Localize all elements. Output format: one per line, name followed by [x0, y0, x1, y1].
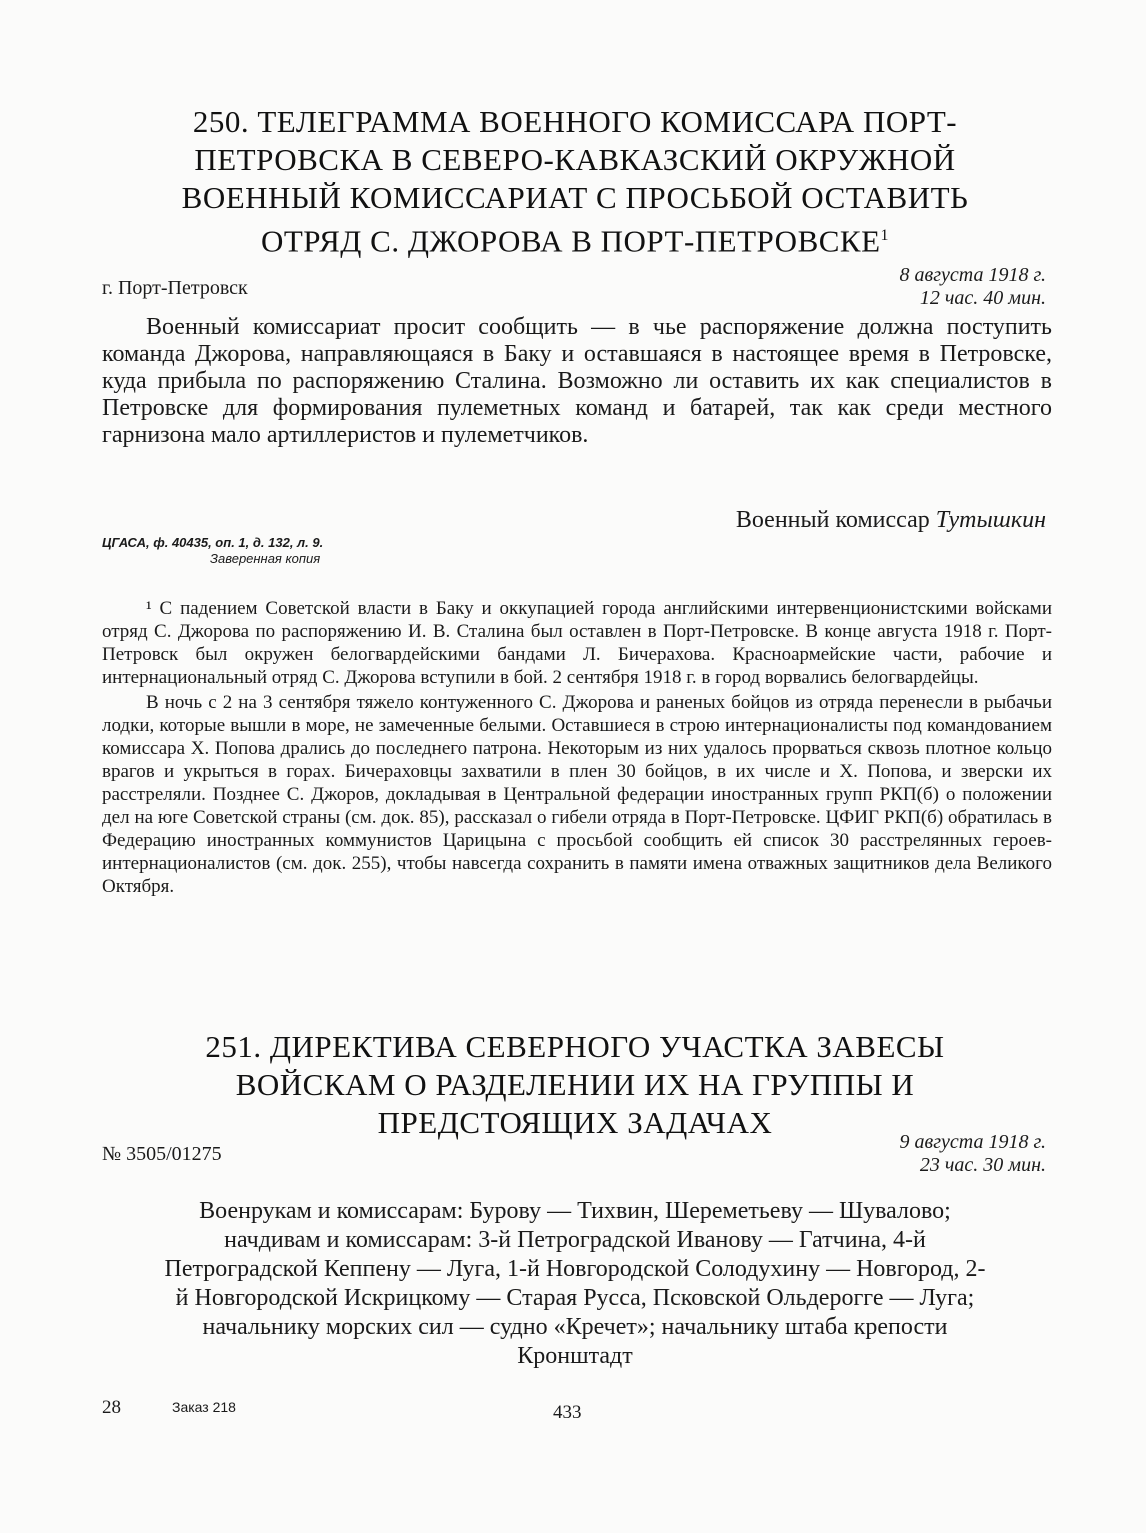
doc251-time: 23 час. 30 мин.: [919, 1154, 1046, 1176]
doc250-archive-ref: ЦГАСА, ф. 40435, оп. 1, д. 132, л. 9.: [102, 535, 324, 550]
doc251-address: Военрукам и комиссарам: Бурову — Тихвин, Шереметьеву — Шувалово; начдивам и комиссарам: 3-й Петроградской Иванову — Гатчина, 4-й Петроградской Кеппену — Луга, 1-й Новгородской Солодухину — Новгород, 2-й Новгородской Искрицкому — Старая Русса, Псковской Ольдерогге — Луга; начальнику морских сил — судно «Кречет»; начальнику штаба крепости Кронштадт: [164, 1198, 986, 1369]
doc250-signature-role: Военный комиссар: [735, 507, 930, 533]
doc250-signature-name: Тутышкин: [935, 507, 1046, 533]
doc250-date: 8 августа 1918 г.: [899, 264, 1046, 286]
doc250-footnote-ref: 1: [880, 227, 890, 244]
doc250-place: г. Порт-Петровск: [102, 277, 248, 299]
doc250-archive-note: Заверенная копия: [210, 551, 321, 566]
doc250-body-paragraph: Военный комиссариат просит сообщить — в чье распоряжение должна поступить команда Джорова, направляющаяся в Баку и оставшаяся в настоящее время в Петровске, куда прибыла по распоряжению Сталина. Возможно ли оставить их как специалистов в Петровске для формирования пулеметных команд и батарей, так как среди местного гарнизона мало артиллеристов и пулеметчиков.: [102, 314, 1052, 448]
sheet-number: 28: [102, 1397, 121, 1418]
doc251-datetime: [900, 1131, 1046, 1177]
doc250-title: 250. ТЕЛЕГРАММА ВОЕННОГО КОМИССАРА ПОРТ-ПЕТРОВСКА В СЕВЕРО-КАВКАЗСКИЙ ОКРУЖНОЙ ВОЕННЫЙ КОМИССАРИАТ С ПРОСЬБОЙ ОСТАВИТЬ ОТРЯД С. ДЖОРОВА В ПОРТ-ПЕТРОВСКЕ: [181, 104, 969, 259]
doc250-footnote: [102, 597, 1052, 900]
doc250-body: [102, 314, 1052, 449]
doc250-signature: [736, 507, 1046, 534]
doc250-datetime: [900, 264, 1046, 310]
doc251-number: № 3505/01275: [102, 1143, 222, 1165]
doc251-title: 251. ДИРЕКТИВА СЕВЕРНОГО УЧАСТКА ЗАВЕСЫ ВОЙСКАМ О РАЗДЕЛЕНИИ ИХ НА ГРУППЫ И ПРЕДСТОЯЩИХ ЗАДАЧАХ: [205, 1029, 945, 1140]
doc251-date: 9 августа 1918 г.: [899, 1131, 1046, 1153]
doc250-footnote-paragraph-2: В ночь с 2 на 3 сентября тяжело контуженного С. Джорова и раненых бойцов из отряда перенесли в рыбачьи лодки, которые вышли в море, не замеченные белыми. Оставшиеся в строю интернационалисты под командованием комиссара Х. Попова дрались до последнего патрона. Некоторым из них удалось прорваться сквозь плотное кольцо врагов и укрыться в горах. Бичераховцы захватили в плен 30 бойцов, в их числе и Х. Попова, и зверски их расстреляли. Позднее С. Джоров, докладывая в Центральной федерации иностранных групп РКП(б) о положении дел на юге Советской страны (см. док. 85), рассказал о гибели отряда в Порт-Петровске. ЦФИГ РКП(б) обратилась в Федерацию иностранных коммунистов Царицына с просьбой сообщить ей список 30 расстрелянных героев-интернационалистов (см. док. 255), чтобы навсегда сохранить в памяти имена отважных защитников дела Великого Октября.: [102, 692, 1052, 897]
doc250-time: 12 час. 40 мин.: [919, 287, 1046, 309]
page-number: 433: [553, 1402, 582, 1423]
doc250-footnote-paragraph-1: ¹ С падением Советской власти в Баку и оккупацией города английскими интервенционистскими войсками отряд С. Джорова по распоряжению И. В. Сталина был оставлен в Порт-Петровске. В конце августа 1918 г. Порт-Петровск был окружен белогвардейскими бандами Л. Бичерахова. Красноармейские части, рабочие и интернациональный отряд С. Джорова вступили в бой. 2 сентября 1918 г. в город ворвались белогвардейцы.: [102, 598, 1052, 688]
doc250-title-block: [160, 103, 990, 260]
print-order: Заказ 218: [172, 1399, 236, 1415]
